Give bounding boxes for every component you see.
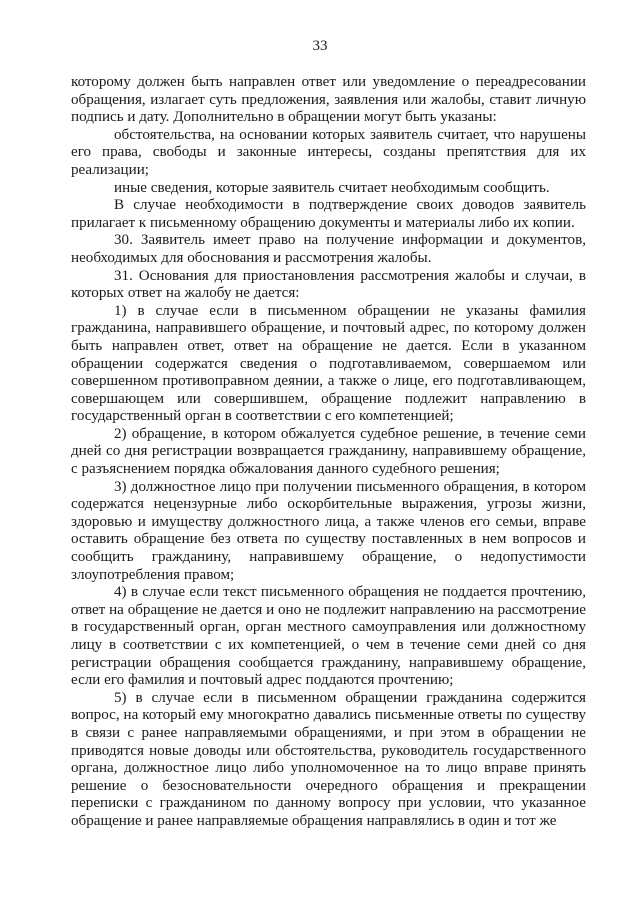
paragraph: В случае необходимости в подтверждение своих доводов заявитель прилагает к письменному обращению документы и материалы либо их копии. [71,197,586,231]
paragraph: которому должен быть направлен ответ или уведомление о переадресовании обращения, излагает суть предложения, заявления или жалобы, ставит личную подпись и дату. Дополнительно в обращении могут быть указаны: [71,74,586,126]
paragraph: 1) в случае если в письменном обращении не указаны фамилия гражданина, направившего обращение, и почтовый адрес, по которому должен быть направлен ответ, ответ на обращение не дается. Если в указанном обращении содержатся сведения о подготавливаемом, совершаемом или совершенном противоправном деянии, а также о лице, его подготавливающем, совершающем или совершившем, обращение подлежит направлению в государственный орган в соответствии с его компетенцией; [71,302,586,425]
paragraph: 2) обращение, в котором обжалуется судебное решение, в течение семи дней со дня регистрации возвращается гражданину, направившему обращение, с разъяснением порядка обжалования данного судебного решения; [71,425,586,478]
paragraph: 3) должностное лицо при получении письменного обращения, в котором содержатся нецензурные либо оскорбительные выражения, угрозы жизни, здоровью и имуществу должностного лица, а также членов его семьи, вправе оставить обращение без ответа по существу поставленных в нем вопросов и сообщить гражданину, направившему обращение, о недопустимости злоупотребления правом; [71,478,586,583]
paragraph: иные сведения, которые заявитель считает необходимым сообщить. [114,179,550,196]
paragraph: 5) в случае если в письменном обращении гражданина содержится вопрос, на который ему многократно давались письменные ответы по существу в связи с ранее направляемыми обращениями, и при этом в обращении не приводятся новые доводы или обстоятельства, руководитель государственного органа, должностное лицо либо уполномоченное на то лицо вправе принять решение о безосновательности очередного обращения и прекращении переписки с гражданином по данному вопросу при условии, что указанное обращение и ранее направляемые обращения направлялись в один и тот же [71,689,586,829]
paragraph: 30. Заявитель имеет право на получение информации и документов, необходимых для обоснования и рассмотрения жалобы. [71,232,586,266]
document-body [71,74,586,831]
paragraph: 4) в случае если текст письменного обращения не поддается прочтению, ответ на обращение не дается и оно не подлежит направлению на рассмотрение в государственный орган, орган местного самоуправления или должностному лицу в соответствии с их компетенцией, о чем в течение семи дней со дня регистрации обращения сообщается гражданину, направившему обращение, если его фамилия и почтовый адрес поддаются прочтению; [71,584,586,689]
page-number: 33 [312,38,328,54]
paragraph: обстоятельства, на основании которых заявитель считает, что нарушены его права, свободы и законные интересы, созданы препятствия для их реализации; [71,126,586,178]
paragraph: 31. Основания для приостановления рассмотрения жалобы и случаи, в которых ответ на жалобу не дается: [71,267,586,302]
